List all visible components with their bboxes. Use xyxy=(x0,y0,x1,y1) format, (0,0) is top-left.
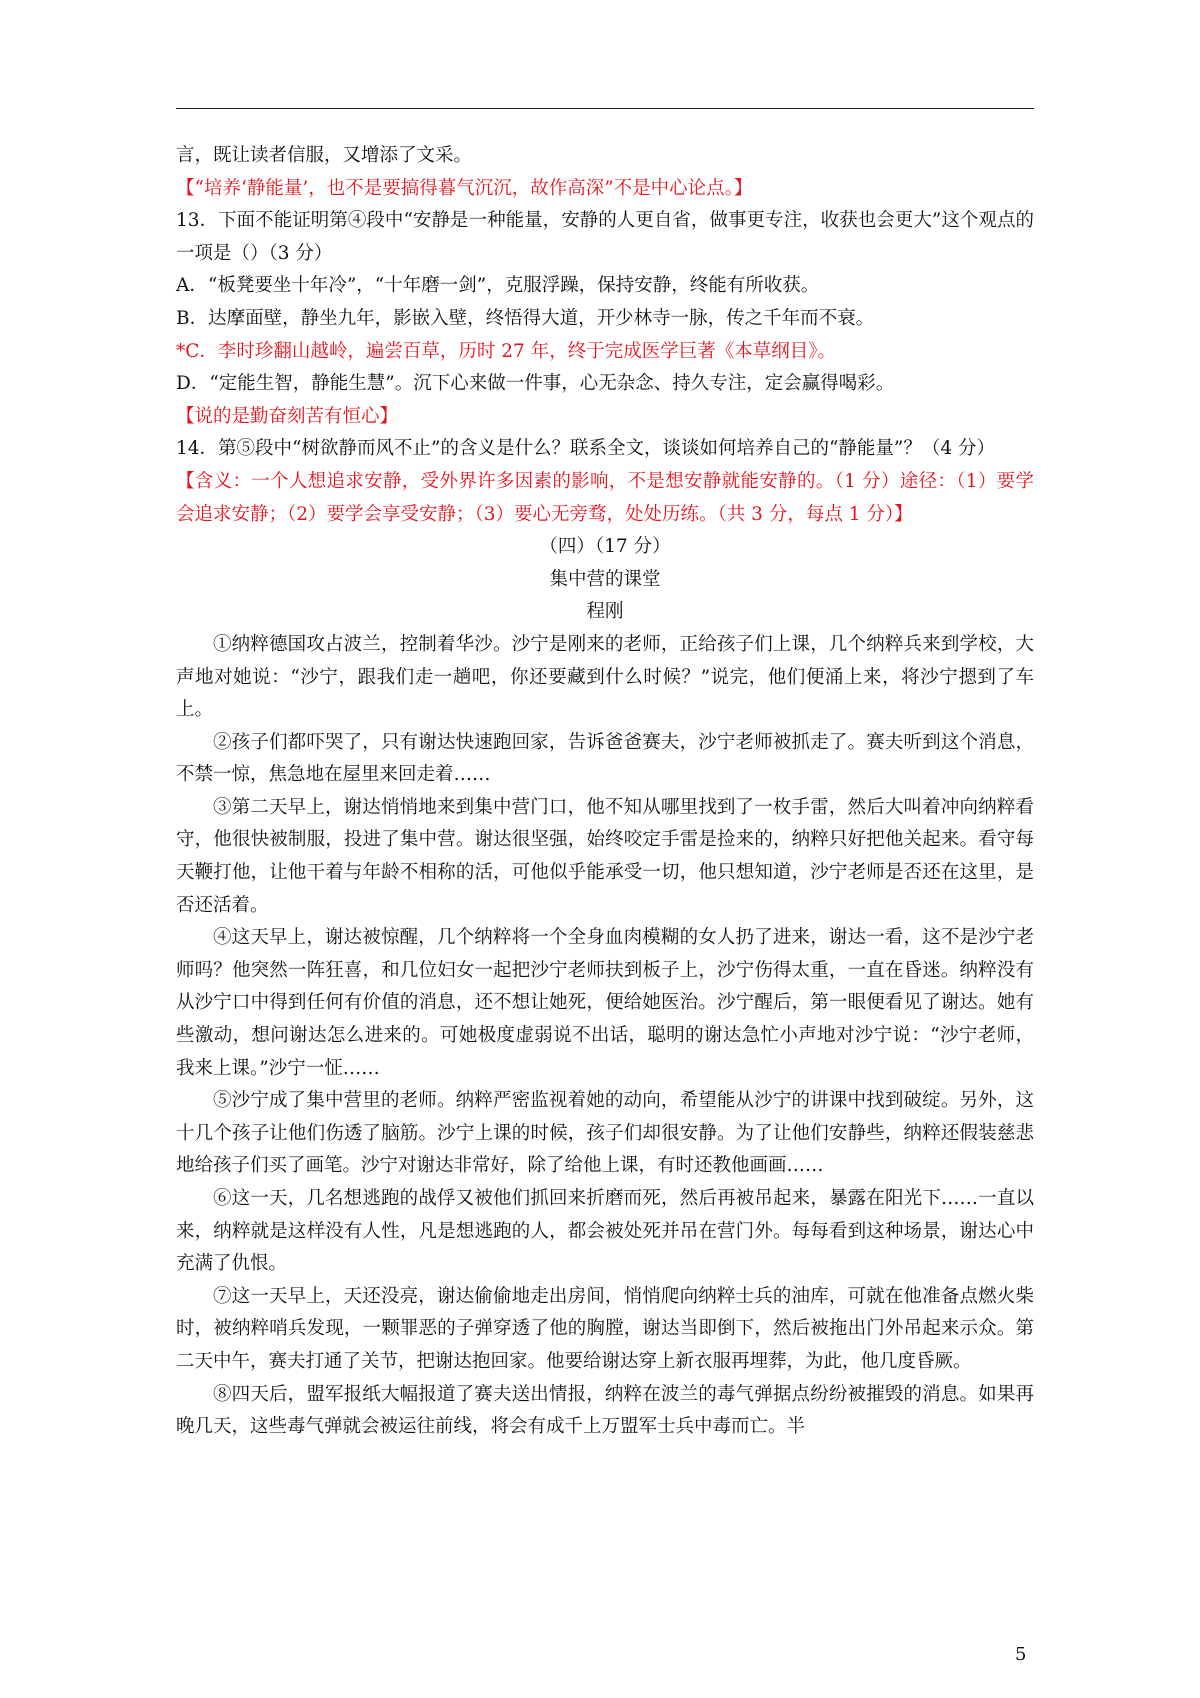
option-d: D．“定能生智，静能生慧”。沉下心来做一件事，心无杂念、持久专注，定会赢得喝彩。 xyxy=(176,373,895,395)
text-line: 言，既让读者信服，又增添了文采。 xyxy=(176,145,473,166)
paragraph-2: ②孩子们都吓哭了，只有谢达快速跑回家，告诉爸爸赛夫，沙宁老师被抓走了。赛夫听到这个消息，不禁一惊，焦急地在屋里来回走着…… xyxy=(176,731,1034,786)
question-14: 14．第⑤段中“树欲静而风不止”的含义是什么？联系全文，谈谈如何培养自己的“静能量”？（4 分） xyxy=(176,438,996,460)
article-title: 集中营的课堂 xyxy=(549,568,661,590)
paragraph-6: ⑥这一天，几名想逃跑的战俘又被他们抓回来折磨而死，然后再被吊起来，暴露在阳光下……一直以来，纳粹就是这样没有人性，凡是想逃跑的人，都会被处死并吊在营门外。每每看到这种场景，谢达心中充满了仇恨。 xyxy=(176,1188,1034,1275)
question-13: 13．下面不能证明第④段中“安静是一种能量，安静的人更自省，做事更专注，收获也会更大”这个观点的一项是（）（3 分） xyxy=(176,210,1034,264)
paragraph-8: ⑧四天后，盟军报纸大幅报道了赛夫送出情报，纳粹在波兰的毒气弹据点纷纷被摧毁的消息。如果再晚几天，这些毒气弹就会被运往前线，将会有成千上万盟军士兵中毒而亡。半 xyxy=(176,1383,1034,1438)
document-body xyxy=(176,140,1034,1444)
option-a: A．“板凳要坐十年冷”，“十年磨一剑”，克服浮躁，保持安静，终能有所收获。 xyxy=(176,275,820,297)
paragraph-1: ①纳粹德国攻占波兰，控制着华沙。沙宁是刚来的老师，正给孩子们上课，几个纳粹兵来到学校，大声地对她说：“沙宁，跟我们走一趟吧，你还要藏到什么时候？”说完，他们便涌上来，将沙宁摁到了车上。 xyxy=(176,633,1034,721)
header-rule xyxy=(176,108,1034,109)
page-number: 5 xyxy=(1015,1644,1027,1665)
answer-note: 【“培养‘静能量’，也不是要搞得暮气沉沉，故作高深”不是中心论点。】 xyxy=(176,177,753,199)
paragraph-7: ⑦这一天早上，天还没亮，谢达偷偷地走出房间，悄悄爬向纳粹士兵的油库，可就在他准备点燃火柴时，被纳粹哨兵发现，一颗罪恶的子弹穿透了他的胸膛，谢达当即倒下，然后被拖出门外吊起来示众。第二天中午，赛夫打通了关节，把谢达抱回家。他要给谢达穿上新衣服再埋葬，为此，他几度昏厥。 xyxy=(176,1285,1034,1372)
option-c-answer: *C．李时珍翻山越岭，遍尝百草，历时 27 年，终于完成医学巨著《本草纲目》。 xyxy=(176,340,836,362)
option-b: B．达摩面壁，静坐九年，影嵌入壁，终悟得大道，开少林寺一脉，传之千年而不衰。 xyxy=(176,307,875,329)
paragraph-5: ⑤沙宁成了集中营里的老师。纳粹严密监视着她的动向，希望能从沙宁的讲课中找到破绽。另外，这十几个孩子让他们伤透了脑筋。沙宁上课的时候，孩子们却很安静。为了让他们安静些，纳粹还假装慈悲地给孩子们买了画笔。沙宁对谢达非常好，除了给他上课，有时还教他画画…… xyxy=(176,1090,1034,1177)
answer-14: 【含义：一个人想追求安静，受外界许多因素的影响，不是想安静就能安静的。（1 分）途径：（1）要学会追求安静；（2）要学会享受安静；（3）要心无旁骛，处处历练。（共 3 分，每点 1 分）】 xyxy=(176,470,1034,525)
article-author: 程刚 xyxy=(586,601,624,623)
paragraph-4: ④这天早上，谢达被惊醒，几个纳粹将一个全身血肉模糊的女人扔了进来，谢达一看，这不是沙宁老师吗？他突然一阵狂喜，和几位妇女一起把沙宁老师扶到板子上，沙宁伤得太重，一直在昏迷。纳粹没有从沙宁口中得到任何有价值的消息，还不想让她死，便给她医治。沙宁醒后，第一眼便看见了谢达。她有些激动，想问谢达怎么进来的。可她极度虚弱说不出话，聪明的谢达急忙小声地对沙宁说：“沙宁老师，我来上课。”沙宁一怔…… xyxy=(176,927,1034,1079)
section-heading: （四）（17 分） xyxy=(539,536,671,558)
answer-13-note: 【说的是勤奋刻苦有恒心】 xyxy=(176,405,399,427)
paragraph-3: ③第二天早上，谢达悄悄地来到集中营门口，他不知从哪里找到了一枚手雷，然后大叫着冲向纳粹看守，他很快被制服，投进了集中营。谢达很坚强，始终咬定手雷是捡来的，纳粹只好把他关起来。看守每天鞭打他，让他干着与年龄不相称的活，可他似乎能承受一切，他只想知道，沙宁老师是否还在这里，是否还活着。 xyxy=(176,796,1034,916)
